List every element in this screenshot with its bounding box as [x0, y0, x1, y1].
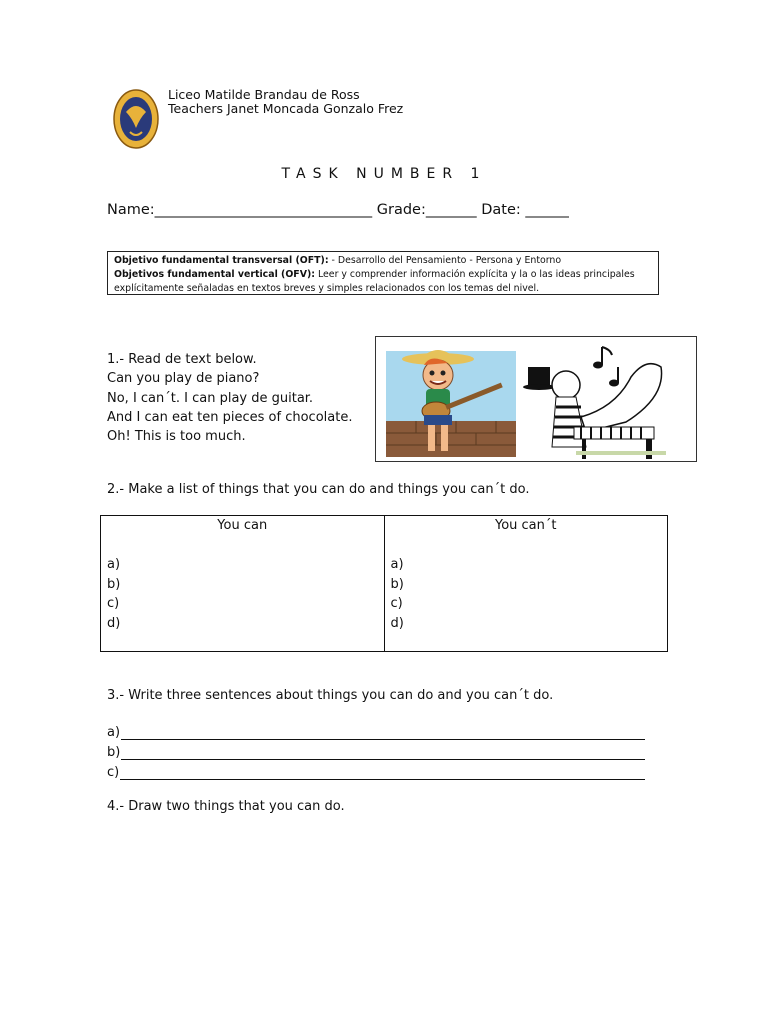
reading-line: Oh! This is too much. [107, 429, 246, 445]
question-4: 4.- Draw two things that you can do. [107, 799, 345, 814]
list-item: b) [107, 576, 121, 592]
school-header [168, 88, 403, 116]
oft-label: Objetivo fundamental transversal (OFT): [114, 255, 329, 266]
list-item: c) [390, 596, 403, 611]
answer-line-a[interactable] [107, 725, 645, 740]
list-item: a) [390, 557, 404, 572]
can-cant-table [100, 515, 668, 652]
list-item: c) [107, 596, 120, 611]
objectives-box [107, 251, 659, 295]
you-can-header: You can [217, 518, 268, 533]
answer-label: a) [107, 725, 121, 740]
school-name: Liceo Matilde Brandau de Ross [168, 87, 360, 102]
list-item: d) [107, 615, 121, 631]
question-2: 2.- Make a list of things that you can do and things you can´t do. [107, 482, 530, 497]
guitar-piano-illustration [375, 336, 697, 462]
you-cant-column[interactable] [384, 516, 668, 652]
list-item: b) [390, 576, 404, 592]
list-item: d) [390, 615, 404, 631]
task-title: TASK NUMBER 1 [281, 166, 487, 182]
list-item: a) [107, 557, 121, 572]
teachers-line: Teachers Janet Moncada Gonzalo Frez [168, 101, 404, 116]
reading-instruction: 1.- Read de text below. [107, 352, 257, 367]
student-info-line: Name:______________________________ Grade:_______ Date: ______ [107, 202, 569, 218]
answer-line-c[interactable] [107, 765, 645, 780]
reading-line: No, I can´t. I can play de guitar. [107, 390, 314, 406]
reading-text [107, 350, 352, 446]
reading-line: And I can eat ten pieces of chocolate. [107, 409, 353, 425]
you-can-column[interactable] [101, 516, 385, 652]
reading-line: Can you play de piano? [107, 371, 260, 387]
question-3: 3.- Write three sentences about things you can do and you can´t do. [107, 688, 554, 703]
school-logo [112, 88, 160, 150]
oft-text: - Desarrollo del Pensamiento - Persona y Entorno [328, 255, 562, 266]
ofv-text: Leer y comprender información explícita y la o las ideas principales explícitamente señaladas en textos breves y simples relacionados con los temas del nivel. [114, 269, 635, 294]
answer-label: c) [107, 765, 120, 780]
you-cant-header: You can´t [495, 518, 557, 533]
ofv-label: Objetivos fundamental vertical (OFV): [114, 269, 315, 280]
answer-line-b[interactable] [107, 745, 645, 760]
answer-label: b) [107, 745, 121, 760]
